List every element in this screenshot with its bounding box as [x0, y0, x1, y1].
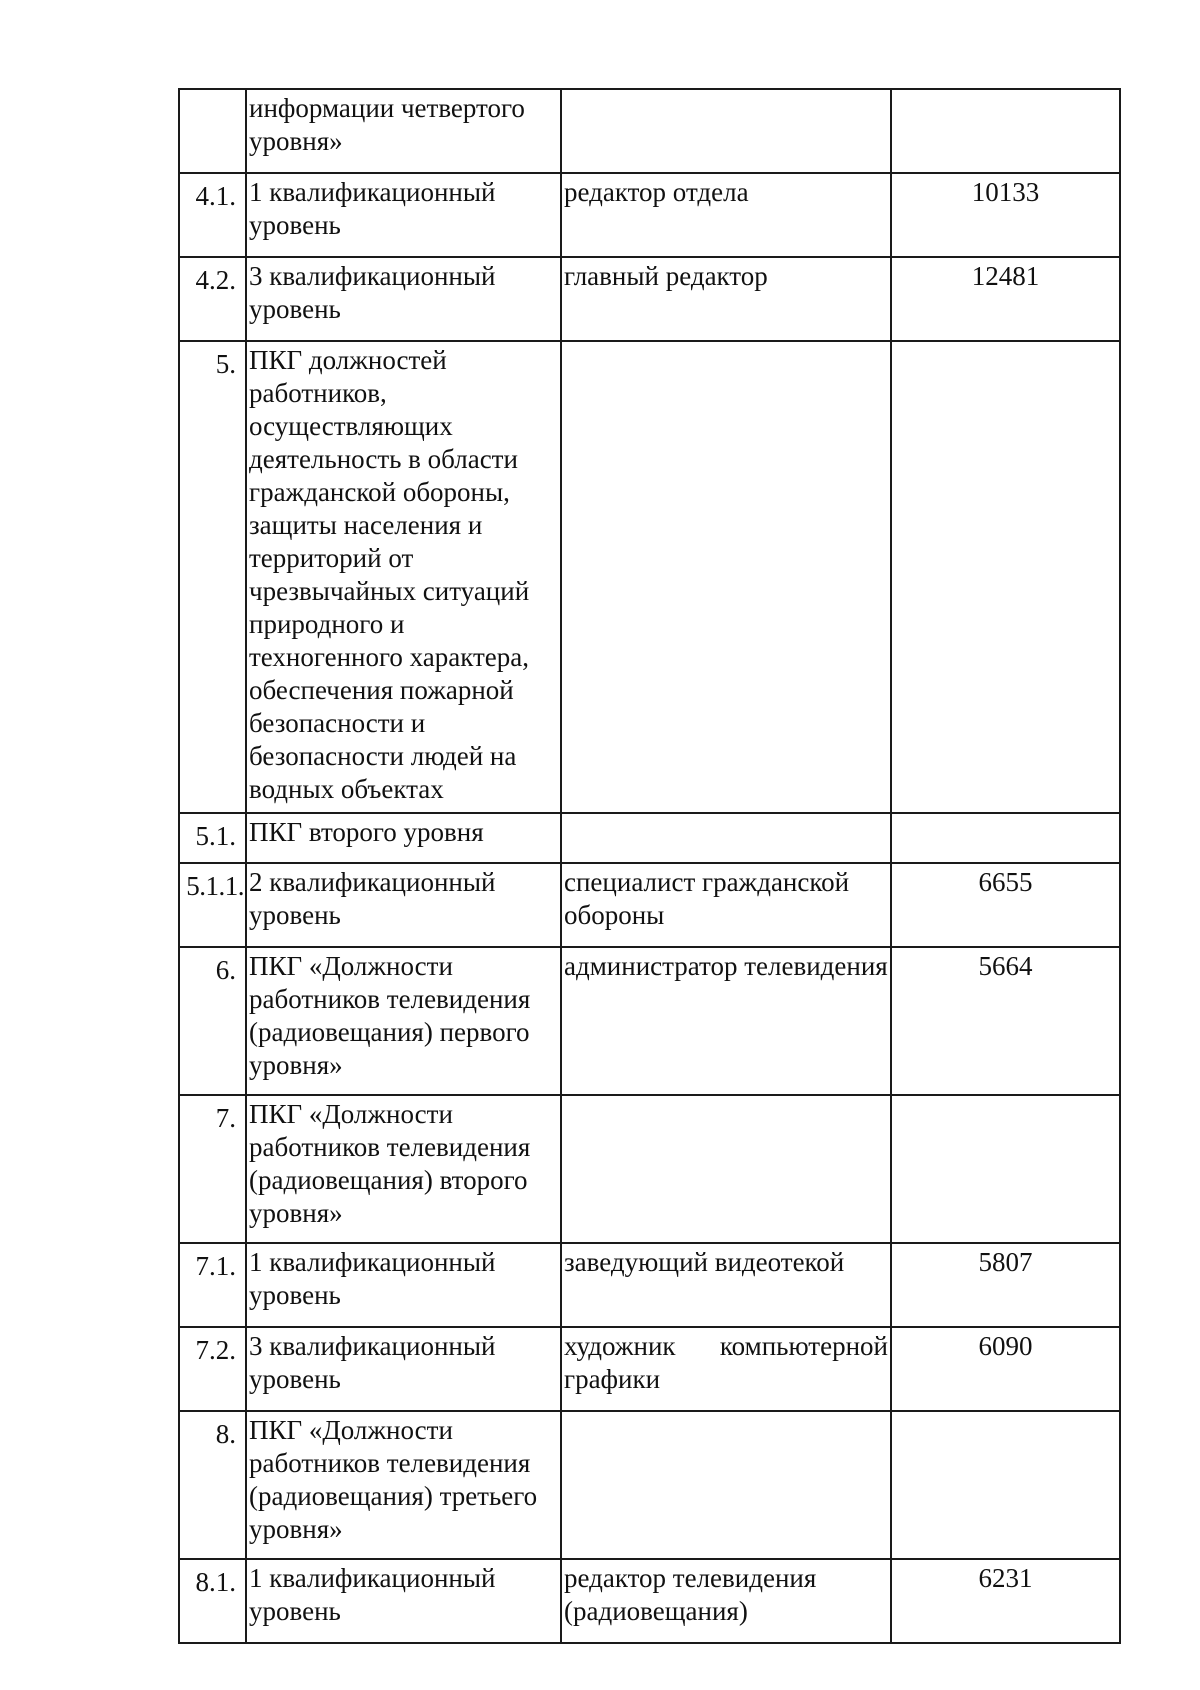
position-name: главный редактор: [561, 257, 891, 341]
group-name: 3 квалификационный уровень: [246, 257, 561, 341]
group-name: 1 квалификационный уровень: [246, 173, 561, 257]
salary-value: 5807: [891, 1243, 1120, 1327]
row-number: 7.: [179, 1095, 246, 1243]
salary-table: [178, 88, 1121, 1644]
table-row: [179, 173, 1120, 257]
salary-value: [891, 1095, 1120, 1243]
position-name: [561, 341, 891, 813]
position-name: [561, 89, 891, 173]
position-name: [561, 1411, 891, 1559]
salary-value: 6655: [891, 863, 1120, 947]
position-name: [561, 813, 891, 863]
group-name: 2 квалификационный уровень: [246, 863, 561, 947]
row-number: 4.2.: [179, 257, 246, 341]
salary-value: 10133: [891, 173, 1120, 257]
row-number: 6.: [179, 947, 246, 1095]
table-row: [179, 947, 1120, 1095]
position-name: заведующий видеотекой: [561, 1243, 891, 1327]
table-row: [179, 1327, 1120, 1411]
row-number: 5.: [179, 341, 246, 813]
table-row: [179, 89, 1120, 173]
row-number: 4.1.: [179, 173, 246, 257]
salary-value: [891, 341, 1120, 813]
salary-value: 5664: [891, 947, 1120, 1095]
row-number: 7.1.: [179, 1243, 246, 1327]
group-name: ПКГ должностей работников, осуществляющих деятельность в области гражданской обороны, защиты населения и территорий от чрезвычайных ситуаций природного и техногенного характера, обеспечения пожарной безопасности и безопасности людей на водных объектах: [246, 341, 561, 813]
position-name: художник компьютерной графики: [561, 1327, 891, 1411]
table-row: [179, 1243, 1120, 1327]
group-name: 1 квалификационный уровень: [246, 1559, 561, 1643]
table-row: [179, 1411, 1120, 1559]
position-name: специалист гражданской обороны: [561, 863, 891, 947]
salary-value: [891, 89, 1120, 173]
salary-value: 6090: [891, 1327, 1120, 1411]
group-name: ПКГ второго уровня: [246, 813, 561, 863]
table-row: [179, 257, 1120, 341]
position-name: редактор отдела: [561, 173, 891, 257]
salary-value: [891, 813, 1120, 863]
group-name: информации четвертого уровня»: [246, 89, 561, 173]
row-number: [179, 89, 246, 173]
group-name: ПКГ «Должности работников телевидения (радиовещания) второго уровня»: [246, 1095, 561, 1243]
position-name: администратор телевидения: [561, 947, 891, 1095]
table-row: [179, 813, 1120, 863]
row-number: 5.1.1.: [179, 863, 246, 947]
row-number: 5.1.: [179, 813, 246, 863]
table-row: [179, 341, 1120, 813]
salary-value: [891, 1411, 1120, 1559]
group-name: ПКГ «Должности работников телевидения (радиовещания) третьего уровня»: [246, 1411, 561, 1559]
row-number: 8.: [179, 1411, 246, 1559]
group-name: 1 квалификационный уровень: [246, 1243, 561, 1327]
group-name: 3 квалификационный уровень: [246, 1327, 561, 1411]
table-row: [179, 1095, 1120, 1243]
table-row: [179, 863, 1120, 947]
group-name: ПКГ «Должности работников телевидения (радиовещания) первого уровня»: [246, 947, 561, 1095]
salary-value: 6231: [891, 1559, 1120, 1643]
position-name: [561, 1095, 891, 1243]
table-row: [179, 1559, 1120, 1643]
position-name: редактор телевидения (радиовещания): [561, 1559, 891, 1643]
row-number: 8.1.: [179, 1559, 246, 1643]
row-number: 7.2.: [179, 1327, 246, 1411]
salary-value: 12481: [891, 257, 1120, 341]
